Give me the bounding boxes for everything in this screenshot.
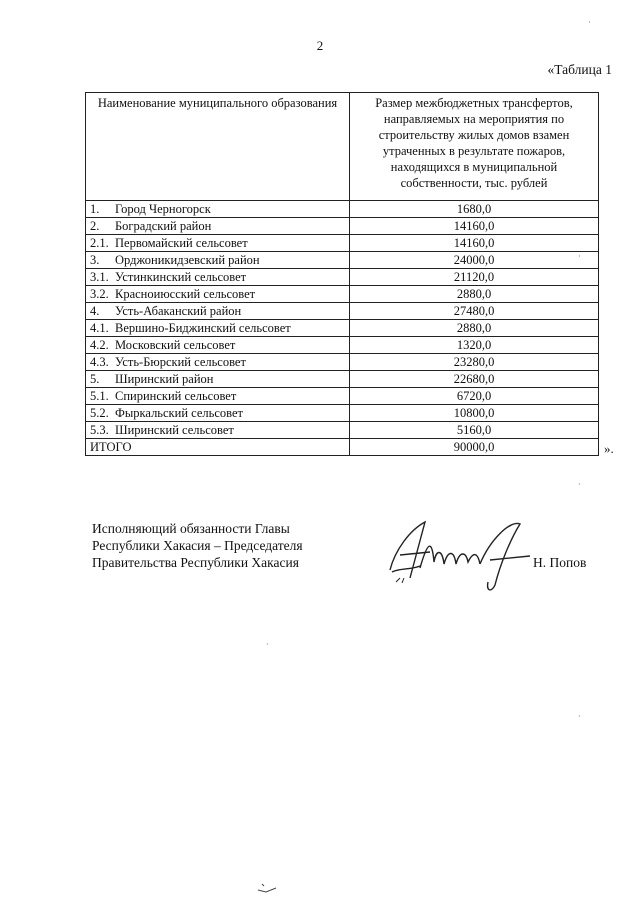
row-value-cell: 2880,0	[350, 286, 599, 303]
row-name-cell	[86, 388, 350, 405]
table-caption: «Таблица 1	[547, 62, 612, 77]
table-row	[86, 405, 599, 422]
row-value-cell: 27480,0	[350, 303, 599, 320]
row-name-cell	[86, 235, 350, 252]
table-row	[86, 201, 599, 218]
signatory-line-1: Исполняющий обязанности Главы	[92, 521, 290, 536]
signer-name: Н. Попов	[533, 555, 587, 570]
row-name: Ширинский сельсовет	[115, 423, 234, 437]
row-name: Спиринский сельсовет	[115, 389, 237, 403]
row-name: Московский сельсовет	[115, 338, 236, 352]
row-name-cell	[86, 269, 350, 286]
row-value-cell: 2880,0	[350, 320, 599, 337]
row-name: Устинкинский сельсовет	[115, 270, 247, 284]
signatory-title	[92, 520, 303, 571]
row-name-cell	[86, 422, 350, 439]
table-row	[86, 337, 599, 354]
row-name: Красноиюсский сельсовет	[115, 287, 256, 301]
table-row	[86, 269, 599, 286]
signatory-line-2: Республики Хакасия – Председателя	[92, 538, 303, 553]
row-number: 4.	[90, 304, 100, 318]
table-row	[86, 388, 599, 405]
table-row	[86, 320, 599, 337]
row-number: 5.1.	[90, 389, 109, 403]
row-name-cell	[86, 201, 350, 218]
scan-speck: ·	[578, 480, 581, 489]
row-value-cell: 5160,0	[350, 422, 599, 439]
handwritten-signature	[370, 510, 540, 595]
table-row	[86, 218, 599, 235]
row-name-cell	[86, 354, 350, 371]
header-value-cell: Размер межбюджетных трансфертов, направляемых на мероприятия по строительству жилых домов взамен утраченных в результате пожаров, находящихся в муниципальной собственности, тыс. рублей	[350, 93, 599, 201]
table-row	[86, 252, 599, 269]
row-number: 5.2.	[90, 406, 109, 420]
row-name: Фыркальский сельсовет	[115, 406, 243, 420]
row-number: 3.1.	[90, 270, 109, 284]
row-name-cell	[86, 303, 350, 320]
scan-speck: ·	[578, 712, 581, 721]
row-number: 1.	[90, 202, 100, 216]
closing-quote-mark: ».	[604, 441, 614, 456]
row-value-cell: 14160,0	[350, 235, 599, 252]
scan-speck: ·	[588, 18, 591, 27]
row-number: 5.3.	[90, 423, 109, 437]
table-row	[86, 354, 599, 371]
row-name-cell	[86, 337, 350, 354]
row-name: Ширинский район	[115, 372, 214, 386]
row-number: 4.2.	[90, 338, 109, 352]
row-number: 2.	[90, 219, 100, 233]
table-row	[86, 235, 599, 252]
row-value-cell: 23280,0	[350, 354, 599, 371]
table-row	[86, 303, 599, 320]
header-name-cell: Наименование муниципального образования	[86, 93, 350, 201]
page-number: 2	[316, 38, 324, 53]
row-value-cell: 21120,0	[350, 269, 599, 286]
table-header-row	[86, 93, 599, 201]
row-name-cell	[86, 371, 350, 388]
scan-speck: ·	[266, 640, 269, 649]
row-name: Вершино-Биджинский сельсовет	[115, 321, 291, 335]
table-body	[86, 201, 599, 456]
scan-mark	[256, 880, 280, 894]
row-value-cell: 1320,0	[350, 337, 599, 354]
scan-speck: ·	[578, 252, 581, 261]
row-number: 3.	[90, 253, 100, 267]
row-number: 2.1.	[90, 236, 109, 250]
table-row	[86, 422, 599, 439]
row-number: 3.2.	[90, 287, 109, 301]
total-label: ИТОГО	[86, 439, 350, 456]
row-value-cell: 14160,0	[350, 218, 599, 235]
row-value-cell: 6720,0	[350, 388, 599, 405]
row-number: 5.	[90, 372, 100, 386]
total-value: 90000,0	[350, 439, 599, 456]
row-value-cell: 22680,0	[350, 371, 599, 388]
row-name-cell	[86, 218, 350, 235]
total-row	[86, 439, 599, 456]
row-value-cell: 24000,0	[350, 252, 599, 269]
row-value-cell: 10800,0	[350, 405, 599, 422]
table-row	[86, 371, 599, 388]
row-name: Орджоникидзевский район	[115, 253, 260, 267]
row-name: Боградский район	[115, 219, 212, 233]
table-row	[86, 286, 599, 303]
row-number: 4.3.	[90, 355, 109, 369]
row-name: Город Черногорск	[115, 202, 211, 216]
row-name: Усть-Бюрский сельсовет	[115, 355, 246, 369]
row-name-cell	[86, 252, 350, 269]
signatory-line-3: Правительства Республики Хакасия	[92, 555, 299, 570]
row-name: Первомайский сельсовет	[115, 236, 248, 250]
row-number: 4.1.	[90, 321, 109, 335]
row-name: Усть-Абаканский район	[115, 304, 242, 318]
transfers-table	[85, 92, 599, 456]
row-name-cell	[86, 286, 350, 303]
row-value-cell: 1680,0	[350, 201, 599, 218]
row-name-cell	[86, 405, 350, 422]
row-name-cell	[86, 320, 350, 337]
